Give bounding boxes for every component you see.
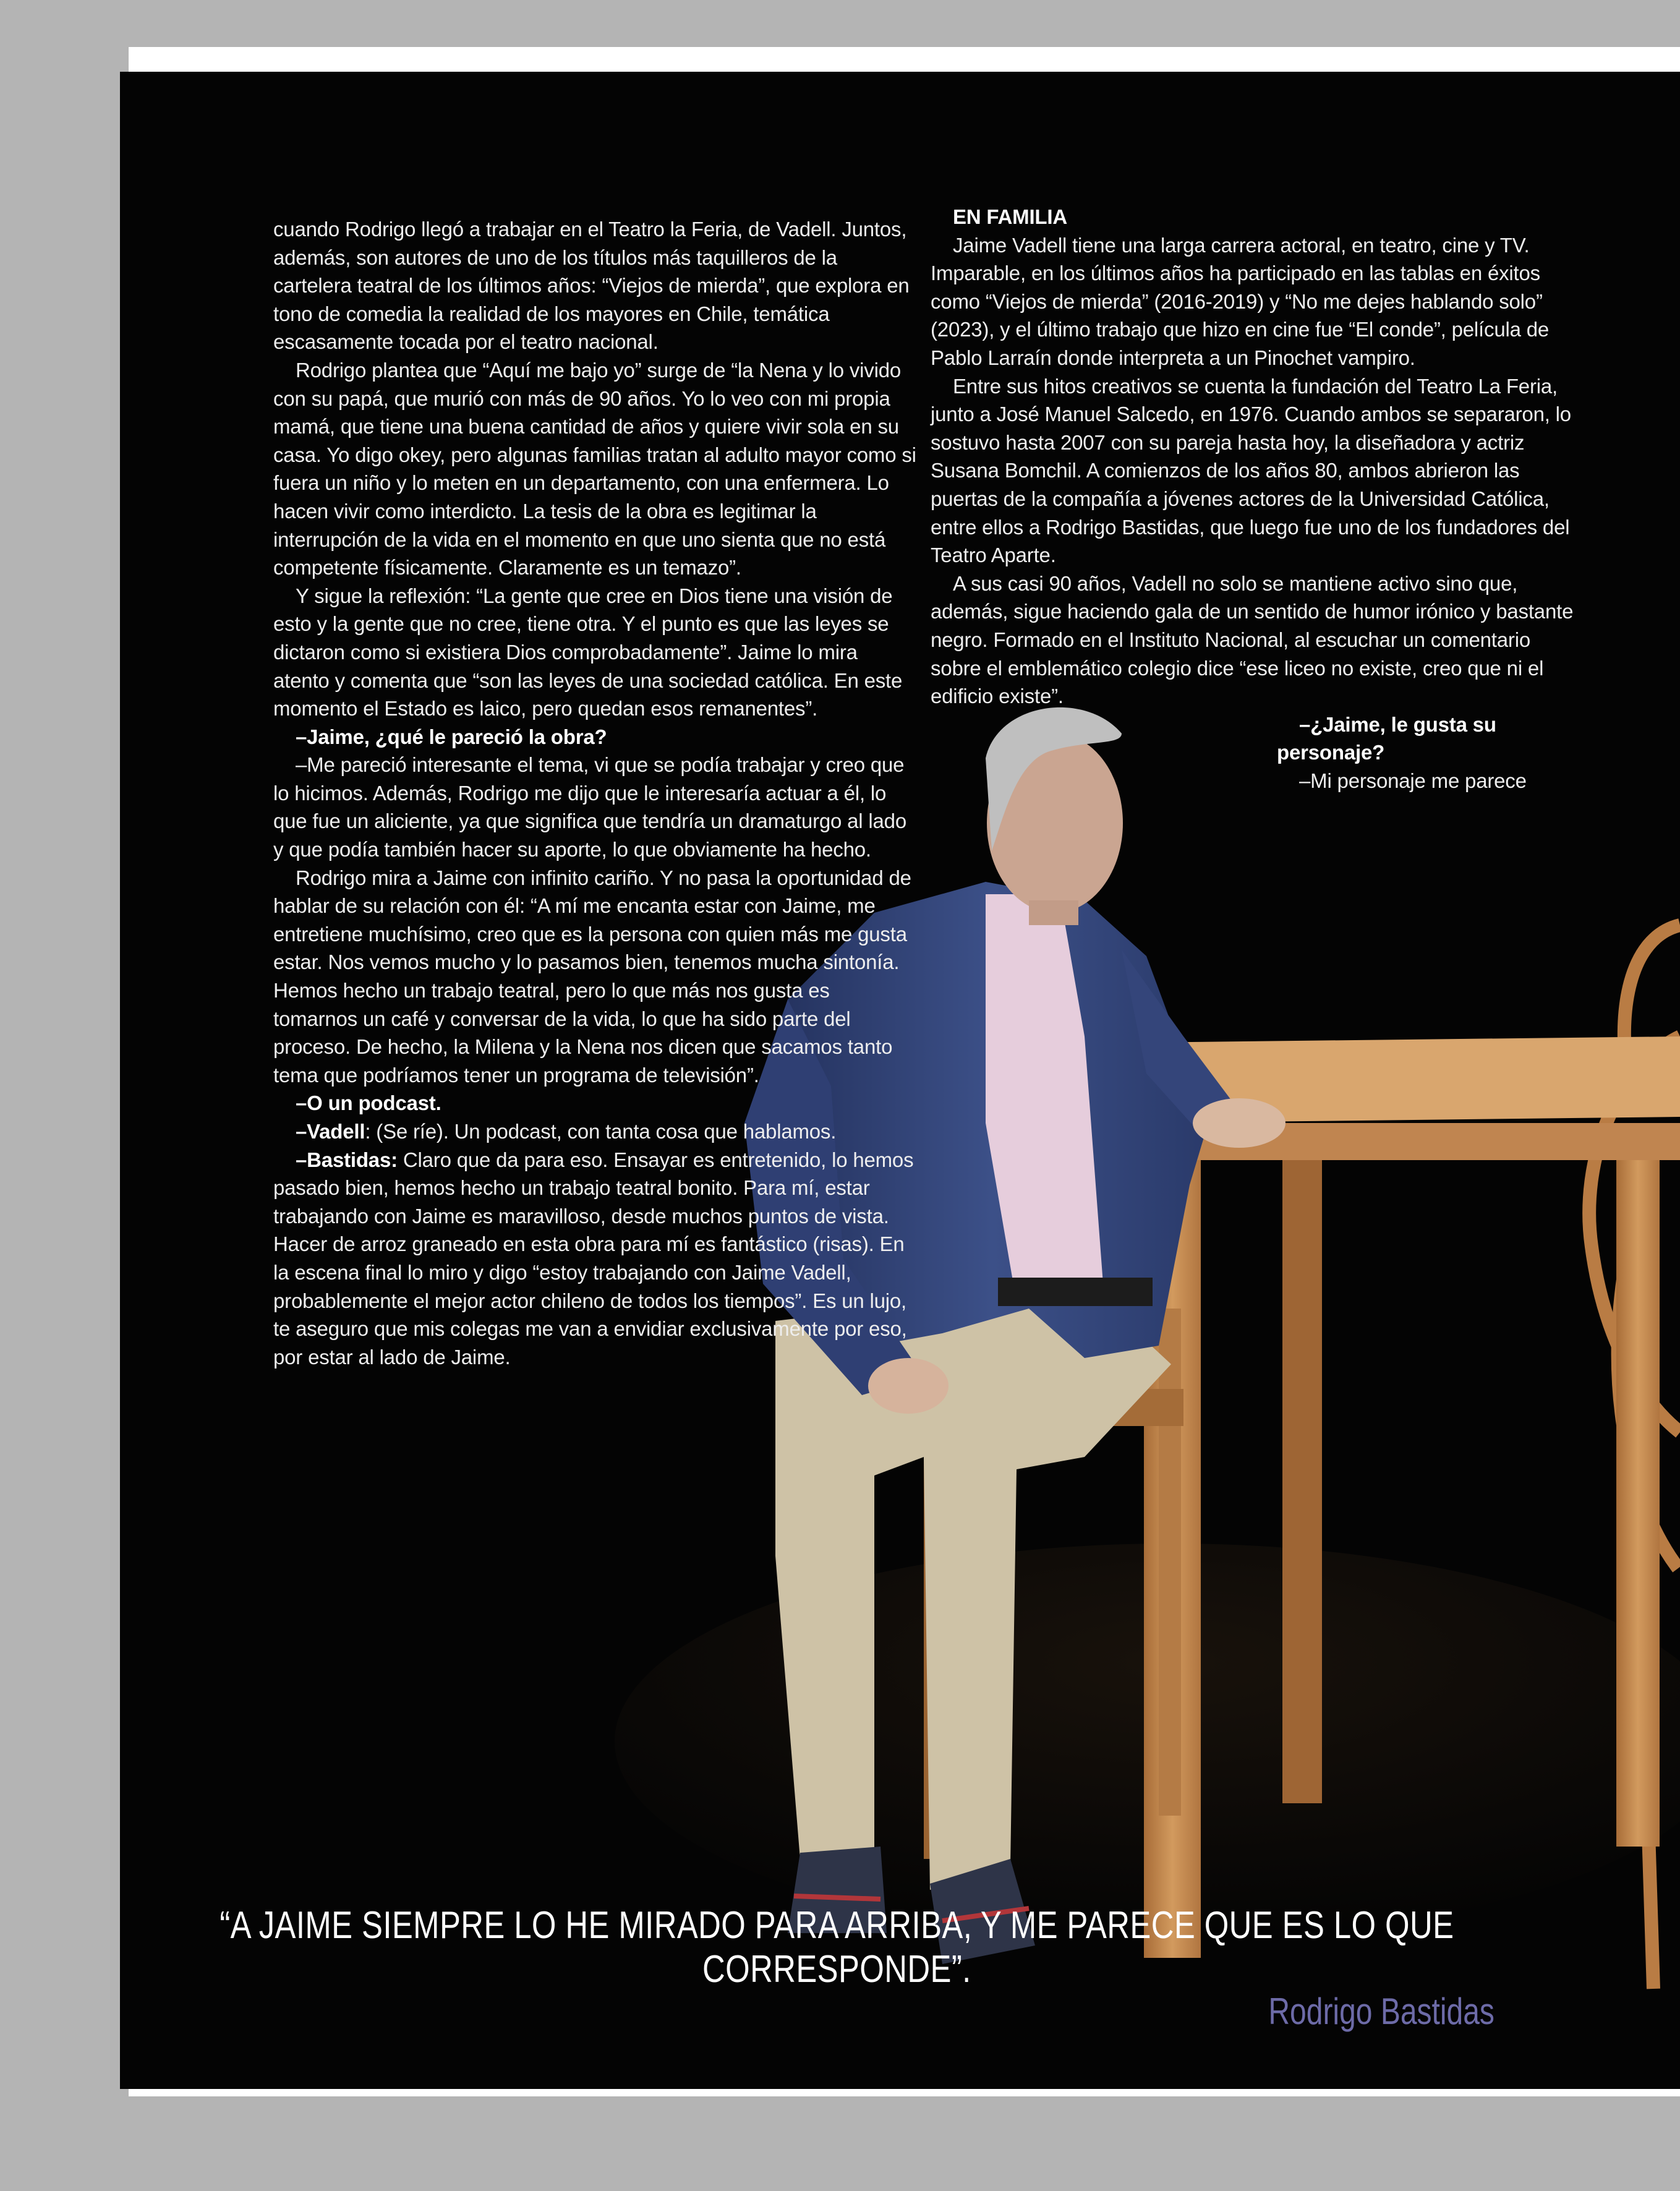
section-heading: EN FAMILIA [953,205,1067,228]
paragraph: Rodrigo plantea que “Aquí me bajo yo” surge de “la Nena y lo vivido con su papá, que murió con más de 90 años. Yo lo veo con mi propia mamá, que tiene una buena cantidad de años y quiere vivir sola en su casa. Yo digo okey, pero algunas familias tratan al adulto mayor como si fuera un niño y lo meten en un departamento, con una enfermera. Lo hacen vivir como interdicto. La tesis de la obra es legitimar la interrupción de la vida en el momento en que uno sienta que no está competente físicamente. Claramente es un temazo”. [273,358,916,579]
paragraph: cuando Rodrigo llegó a trabajar en el Teatro la Feria, de Vadell. Juntos, además, son autores de uno de los títulos más taquilleros de la cartelera teatral de los últimos años: “Viejos de mierda”, que explora en tono de comedia la realidad de los mayores en Chile, temática escasamente tocada por el teatro nacional. [273,218,910,354]
article-column-right [931,203,1574,795]
paragraph: –Me pareció interesante el tema, vi que se podía trabajar y creo que lo hicimos. Además, Rodrigo me dijo que le interesaría actuar a él, lo que fue un aliciente, ya que significa que tendría un dramaturgo al lado y que podía también hacer su aporte, lo que obviamente ha hecho. [273,753,906,861]
paragraph: Y sigue la reflexión: “La gente que cree en Dios tiene una visión de esto y la gente que no cree, tiene otra. Y el punto es que las leyes se dictaron como si existiera Dios comprobadamente”. Jaime lo mira atento y comenta que “son las leyes de una sociedad católica. En este momento el Estado es laico, pero quedan esos remanentes”. [273,584,903,720]
paragraph: A sus casi 90 años, Vadell no solo se mantiene activo sino que, además, sigue haciendo gala de un sentido de humor irónico y bastante negro. Formado en el Instituto Nacional, al escuchar un comentario sobre el emblemático colegio dice “ese liceo no existe, creo que ni el edificio existe”. [931,571,1574,708]
interview-question: –Jaime, ¿qué le pareció la obra? [296,725,607,748]
paragraph: Rodrigo mira a Jaime con infinito cariño. Y no pasa la oportunidad de hablar de su relación con él: “A mí me encanta estar con Jaime, me entretiene muchísimo, creo que es la persona con quien más me gusta estar. Nos vemos mucho y lo pasamos bien, tenemos mucha sintonía. Hemos hecho un trabajo teatral, pero lo que más nos gusta es tomarnos un café y conversar de la vida, lo que ha sido parte del proceso. De hecho, la Milena y la Nena nos dicen que sacamos tanto tema que podríamos tener un programa de televisión”. [273,866,911,1087]
pull-quote: “A JAIME SIEMPRE LO HE MIRADO PARA ARRIBA, Y ME PARECE QUE ES LO QUE CORRESPONDE”. [220,1904,1454,1991]
paragraph: Entre sus hitos creativos se cuenta la fundación del Teatro La Feria, junto a José Manuel Salcedo, en 1976. Cuando ambos se separaron, lo sostuvo hasta 2007 con su pareja hasta hoy, la diseñadora y actriz Susana Bomchil. A comienzos de los años 80, ambos abrieron las puertas de la compañía a jóvenes actores de la Universidad Católica, entre ellos a Rodrigo Bastidas, que luego fue uno de los fundadores del Teatro Aparte. [931,374,1571,567]
paragraph: –Mi personaje me parece [1299,769,1527,792]
interview-question: –O un podcast. [296,1091,441,1115]
paragraph: Jaime Vadell tiene una larga carrera actoral, en teatro, cine y TV. Imparable, en los últimos años ha participado en las tablas en éxitos como “Viejos de mierda” (2016-2019) y “No me dejes hablando solo” (2023), y el último trabajo que hizo en cine fue “El conde”, película de Pablo Larraín donde interpreta a un Pinochet vampiro. [931,233,1550,369]
interview-answer: –Bastidas: Claro que da para eso. Ensayar es entretenido, lo hemos pasado bien, hemos hecho un trabajo teatral bonito. Para mí, estar trabajando con Jaime es maravilloso, desde muchos puntos de vista. Hacer de arroz graneado en esta obra para mí es fantástico (risas). En la escena final lo miro y digo “estoy trabajando con Jaime Vadell, probablemente el mejor actor chileno de todos los tiempos”. Es un lujo, te aseguro que mis colegas me van a envidiar exclusivamente por eso, por estar al lado de Jaime. [273,1148,914,1369]
pull-quote-author: Rodrigo Bastidas [1268,1991,1495,2032]
interview-question: –¿Jaime, le gusta su personaje? [1277,712,1496,764]
interview-answer: –Vadell: (Se ríe). Un podcast, con tanta cosa que hablamos. [296,1120,837,1143]
article-column-left [273,215,916,1371]
magazine-page [120,72,1680,2089]
